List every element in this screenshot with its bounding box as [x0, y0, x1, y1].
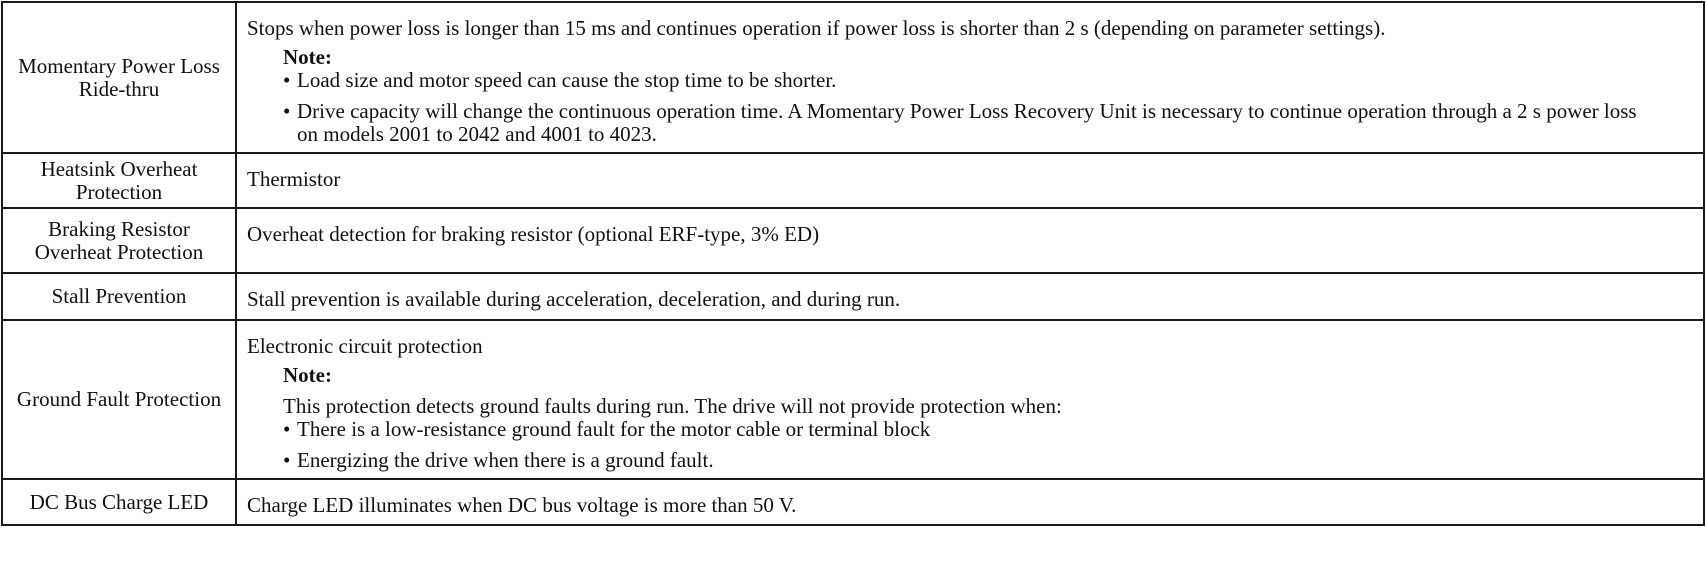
row-description: Electronic circuit protection	[247, 334, 483, 358]
row-label: DC Bus Charge LED	[2, 479, 236, 525]
row-description: Charge LED illuminates when DC bus voltage is more than 50 V.	[247, 493, 797, 517]
note-block	[283, 364, 1691, 472]
bullet-item	[283, 418, 1691, 441]
row-label: Ground Fault Protection	[2, 320, 236, 479]
row-value	[236, 153, 1704, 208]
bullet-text: There is a low-resistance ground fault for the motor cable or terminal block	[297, 417, 931, 441]
bullet-text: Load size and motor speed can cause the stop time to be shorter.	[297, 68, 837, 92]
row-label: Momentary Power Loss Ride-thru	[2, 2, 236, 153]
note-title: Note:	[283, 363, 332, 387]
note-text: This protection detects ground faults during run. The drive will not provide protection when:	[283, 394, 1062, 418]
bullet-icon: •	[283, 68, 291, 92]
bullet-icon: •	[283, 417, 291, 441]
table-row	[2, 320, 1704, 479]
bullet-text: Energizing the drive when there is a ground fault.	[297, 448, 714, 472]
bullet-text: Drive capacity will change the continuous operation time. A Momentary Power Loss Recovery Unit is necessary to continue operation through a 2 s power loss on models 2001 to 2042 and 4001 to 4023.	[297, 99, 1637, 146]
table-row	[2, 208, 1704, 273]
row-value	[236, 208, 1704, 273]
bullet-item	[283, 100, 1691, 146]
note-block	[283, 46, 1691, 146]
row-description: Overheat detection for braking resistor (optional ERF-type, 3% ED)	[247, 222, 820, 246]
table-row	[2, 153, 1704, 208]
specifications-table	[1, 1, 1705, 526]
row-description: Stall prevention is available during acceleration, deceleration, and during run.	[247, 287, 901, 311]
row-label: Heatsink Overheat Protection	[2, 153, 236, 208]
bullet-icon: •	[283, 99, 291, 123]
row-label: Stall Prevention	[2, 273, 236, 320]
row-value	[236, 2, 1704, 153]
row-description: Thermistor	[247, 167, 341, 191]
bullet-item	[283, 69, 1691, 92]
bullet-item	[283, 449, 1691, 472]
row-description: Stops when power loss is longer than 15 ms and continues operation if power loss is shorter than 2 s (depending on parameter settings).	[247, 16, 1386, 40]
table-row	[2, 479, 1704, 525]
table-row	[2, 273, 1704, 320]
row-value	[236, 479, 1704, 525]
row-value	[236, 320, 1704, 479]
note-title: Note:	[283, 45, 332, 69]
table-row	[2, 2, 1704, 153]
row-label: Braking Resistor Overheat Protection	[2, 208, 236, 273]
row-value	[236, 273, 1704, 320]
bullet-icon: •	[283, 448, 291, 472]
